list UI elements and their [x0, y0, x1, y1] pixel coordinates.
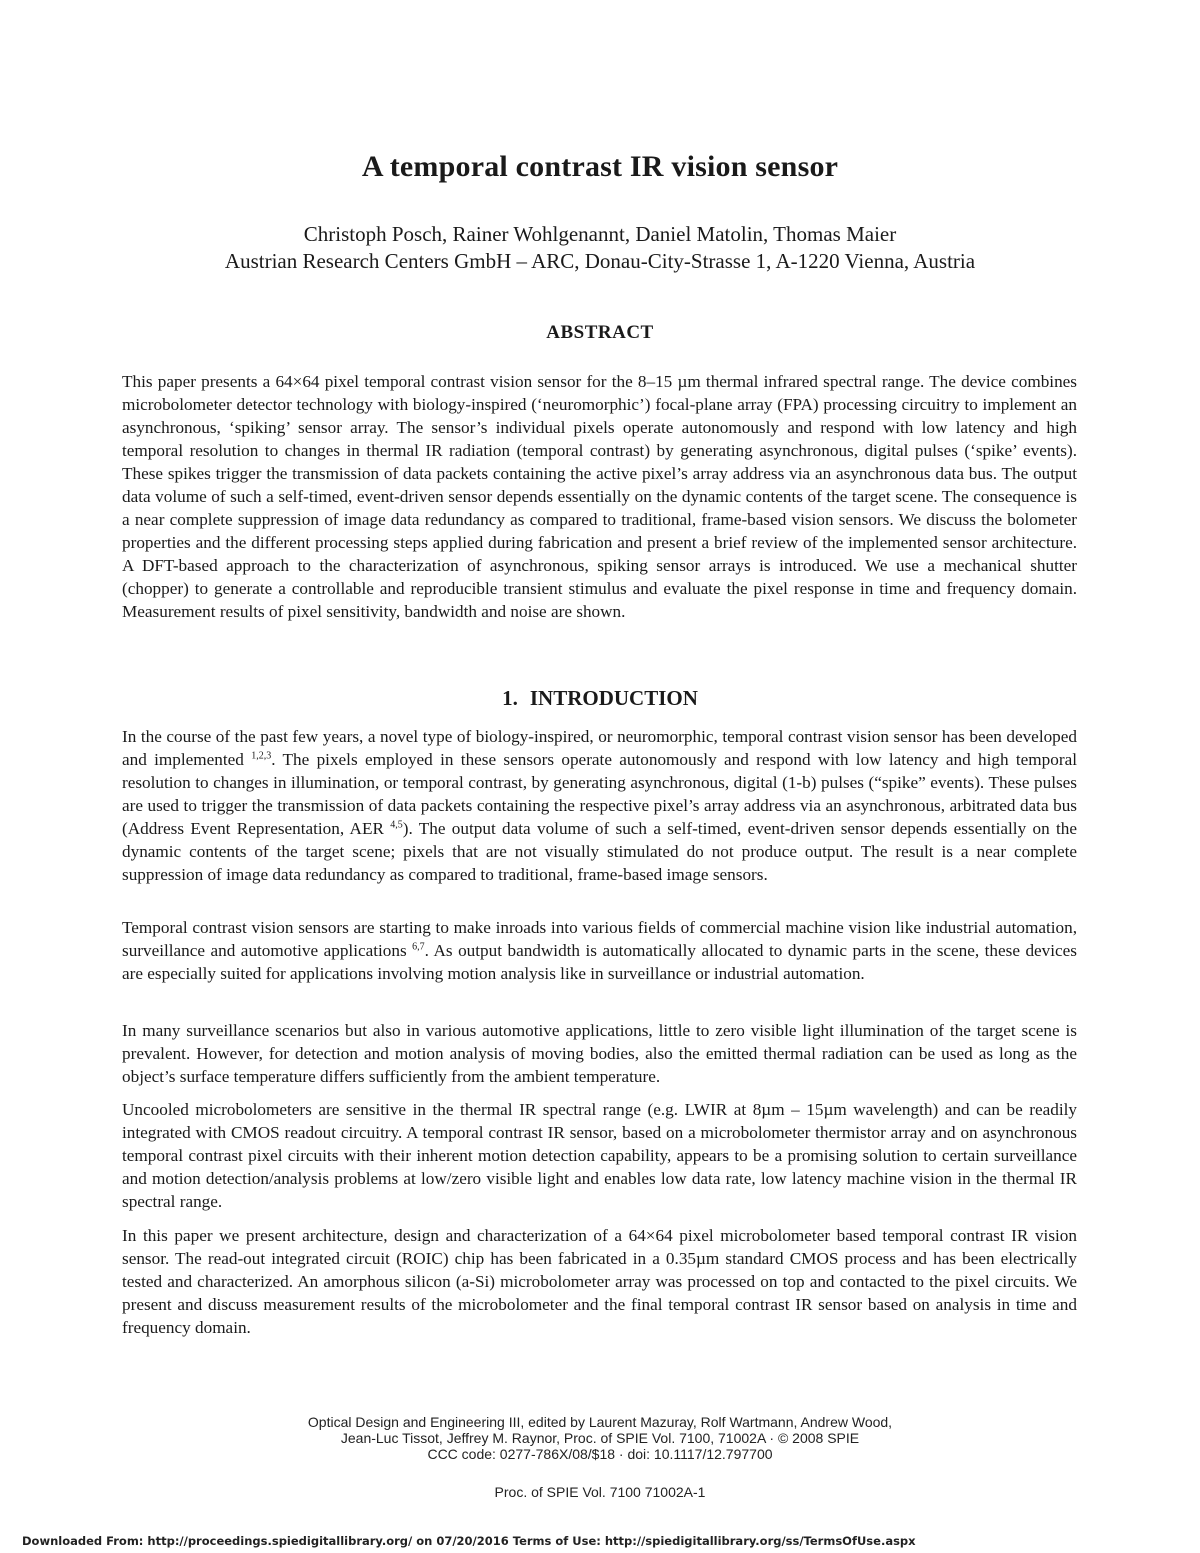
abstract-text: This paper presents a 64×64 pixel temporal contrast vision sensor for the 8–15 µm thermal infrared spectral range. The device combines microbolometer detector technology with biology-inspired (‘neuromorphic’) focal-plane array (FPA) processing circuitry to implement an asynchronous, ‘spiking’ sensor array. The sensor’s individual pixels operate autonomously and respond with low latency and high temporal resolution to changes in thermal IR radiation (temporal contrast) by generating asynchronous, digital pulses (‘spike’ events). These spikes trigger the transmission of data packets containing the active pixel’s array address via an asynchronous data bus. The output data volume of such a self-timed, event-driven sensor depends essentially on the dynamic contents of the target scene. The consequence is a near complete suppression of image data redundancy as compared to traditional, frame-based vision sensors. We discuss the bolometer properties and the different processing steps applied during fabrication and present a brief review of the implemented sensor architecture. A DFT-based approach to the characterization of asynchronous, spiking sensor arrays is introduced. We use a mechanical shutter (chopper) to generate a controllable and reproducible transient stimulus and evaluate the pixel response in time and frequency domain. Measurement results of pixel sensitivity, bandwidth and noise are shown. [122, 372, 1077, 621]
citation-ref: 1,2,3 [251, 750, 272, 762]
download-notice: Downloaded From: http://proceedings.spiedigitallibrary.org/ on 07/20/2016 Terms of Use: http://spiedigitallibrary.org/ss/TermsOfUse.aspx [22, 1534, 916, 1548]
intro-paragraph-2 [122, 916, 1077, 985]
author-list: Christoph Posch, Rainer Wohlgenannt, Daniel Matolin, Thomas Maier [303, 222, 897, 246]
section-title: INTRODUCTION [529, 686, 698, 710]
paper-title: A temporal contrast IR vision sensor [361, 150, 839, 183]
paragraph-text: Temporal contrast vision sensors are starting to make inroads into various fields of commercial machine vision like industrial automation, surveillance and automotive applications [122, 918, 1077, 960]
footer-doi-line: CCC code: 0277-786X/08/$18 · doi: 10.1117/12.797700 [427, 1446, 773, 1462]
intro-paragraph-1 [122, 725, 1077, 886]
intro-paragraph-5: In this paper we present architecture, design and characterization of a 64×64 pixel microbolometer based temporal contrast IR vision sensor. The read-out integrated circuit (ROIC) chip has been fabricated in a 0.35µm standard CMOS process and has been electrically tested and characterized. An amorphous silicon (a-Si) microbolometer array was processed on top and contacted to the pixel circuits. We present and discuss measurement results of the microbolometer and the final temporal contrast IR sensor based on analysis in time and frequency domain. [122, 1226, 1077, 1337]
paragraph-text: . As output bandwidth is automatically allocated to dynamic parts in the scene, these devices are especially suited for applications involving motion analysis like in surveillance or industrial automation. [122, 941, 1077, 983]
section-heading-introduction [0, 686, 1200, 711]
paragraph-text: ). The output data volume of such a self-timed, event-driven sensor depends essentially on the dynamic contents of the target scene; pixels that are not visually stimulated do not produce output. The result is a near complete suppression of image data redundancy as compared to traditional, frame-based image sensors. [122, 819, 1077, 884]
footer-citation-line-1: Optical Design and Engineering III, edited by Laurent Mazuray, Rolf Wartmann, Andrew Wood, [307, 1414, 893, 1430]
paragraph-text: In the course of the past few years, a novel type of biology-inspired, or neuromorphic, temporal contrast vision sensor has been developed and implemented [122, 727, 1077, 769]
citation-ref: 4,5 [390, 819, 403, 831]
paragraph-text: . The pixels employed in these sensors operate autonomously and respond with low latency and high temporal resolution to changes in illumination, or temporal contrast, by generating asynchronous, digital (1-b) pulses (“spike” events). These pulses are used to trigger the transmission of data packets containing the respective pixel’s array address via an asynchronous, arbitrated data bus (Address Event Representation, AER [122, 750, 1077, 838]
citation-ref: 6,7 [412, 941, 425, 953]
footer-citation-line-2: Jean-Luc Tissot, Jeffrey M. Raynor, Proc. of SPIE Vol. 7100, 71002A · © 2008 SPIE [340, 1430, 860, 1446]
abstract-heading: ABSTRACT [546, 322, 654, 343]
section-number: 1. [502, 686, 518, 710]
page-number: Proc. of SPIE Vol. 7100 71002A-1 [494, 1484, 706, 1500]
affiliation: Austrian Research Centers GmbH – ARC, Donau-City-Strasse 1, A-1220 Vienna, Austria [224, 249, 976, 273]
intro-paragraph-3: In many surveillance scenarios but also in various automotive applications, little to zero visible light illumination of the target scene is prevalent. However, for detection and motion analysis of moving bodies, also the emitted thermal radiation can be used as long as the object’s surface temperature differs sufficiently from the ambient temperature. [122, 1021, 1077, 1086]
intro-paragraph-4: Uncooled microbolometers are sensitive in the thermal IR spectral range (e.g. LWIR at 8µm – 15µm wavelength) and can be readily integrated with CMOS readout circuitry. A temporal contrast IR sensor, based on a microbolometer thermistor array and on asynchronous temporal contrast pixel circuits with their inherent motion detection capability, appears to be a promising solution to certain surveillance and motion detection/analysis problems at low/zero visible light and enables low data rate, low latency machine vision in the thermal IR spectral range. [122, 1100, 1077, 1211]
